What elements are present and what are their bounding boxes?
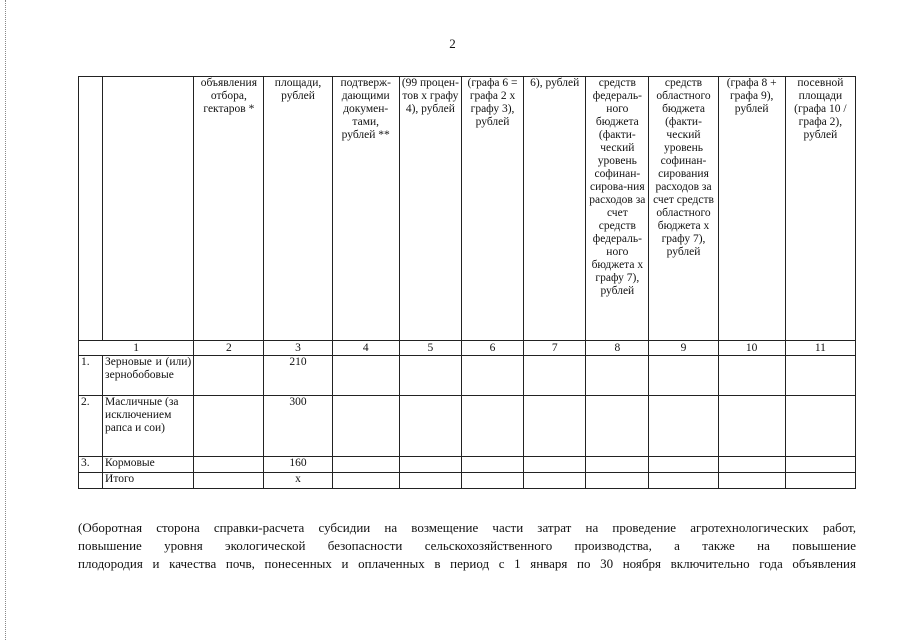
- column-number-row: [79, 341, 856, 356]
- empty-cell: [586, 396, 649, 457]
- total-rate-value: х: [264, 473, 332, 489]
- empty-cell: [524, 356, 586, 396]
- column-number: 3: [264, 341, 332, 356]
- empty-cell: [399, 356, 461, 396]
- empty-cell: [194, 457, 264, 473]
- subsidy-calculation-table: [78, 76, 856, 489]
- header-cell-regional-budget: средств областного бюджета (факти-ческий уровень софинан-сирования расходов за счет средств областного бюджета х графу 7), рублей: [649, 77, 718, 341]
- empty-cell: [718, 473, 785, 489]
- header-cell-total: (графа 8 + графа 9), рублей: [718, 77, 785, 341]
- column-number: 4: [332, 341, 399, 356]
- empty-cell: [332, 457, 399, 473]
- empty-cell: [461, 396, 523, 457]
- empty-cell: [649, 457, 718, 473]
- empty-cell: [524, 473, 586, 489]
- header-cell-confirmed-costs: подтверж-дающими докумен-тами, рублей **: [332, 77, 399, 341]
- empty-cell: [332, 473, 399, 489]
- rate-value: 300: [264, 396, 332, 457]
- column-number: 7: [524, 341, 586, 356]
- column-number: 10: [718, 341, 785, 356]
- crop-name: Зерновые и (или) зернобобовые: [103, 356, 194, 396]
- note-line-3: плодородия и качества почв, понесенных и оплаченных в период с 1 января по 30 ноября включительно года объявления: [78, 556, 856, 571]
- note-line-2: повышение уровня экологической безопасности сельскохозяйственного производства, а также на повышение: [78, 538, 856, 553]
- empty-cell: [399, 457, 461, 473]
- rate-value: 210: [264, 356, 332, 396]
- reverse-side-note: [78, 519, 856, 573]
- header-cell-no: [79, 77, 103, 341]
- empty-cell: [785, 356, 855, 396]
- header-cell-col6: (графа 6 = графа 2 х графу 3), рублей: [461, 77, 523, 341]
- empty-cell: [649, 356, 718, 396]
- empty-cell: [785, 457, 855, 473]
- empty-cell: [785, 473, 855, 489]
- empty-cell: [399, 396, 461, 457]
- empty-cell: [194, 473, 264, 489]
- empty-cell: [332, 356, 399, 396]
- column-number: 11: [785, 341, 855, 356]
- header-cell-col7: 6), рублей: [524, 77, 586, 341]
- empty-cell: [718, 356, 785, 396]
- column-number: 8: [586, 341, 649, 356]
- note-line-1: (Оборотная сторона справки-расчета субсидии на возмещение части затрат на проведение агротехнологических работ,: [78, 520, 856, 535]
- column-number: 6: [461, 341, 523, 356]
- header-cell-99-percent: (99 процен-тов х графу 4), рублей: [399, 77, 461, 341]
- table-header-row: [79, 77, 856, 341]
- table-total-row: [79, 473, 856, 489]
- row-number: 2.: [79, 396, 103, 457]
- empty-cell: [586, 457, 649, 473]
- crop-name: Кормовые: [103, 457, 194, 473]
- empty-cell: [524, 396, 586, 457]
- header-cell-federal-budget: средств федераль-ного бюджета (факти-ческий уровень софинан-сирова-ния расходов за счет средств федераль-ного бюджета х графу 7), рублей: [586, 77, 649, 341]
- header-cell-per-hectare: посевной площади (графа 10 / графа 2), рублей: [785, 77, 855, 341]
- empty-cell: [524, 457, 586, 473]
- column-number: 2: [194, 341, 264, 356]
- empty-cell: [332, 396, 399, 457]
- row-number: [79, 473, 103, 489]
- empty-cell: [718, 396, 785, 457]
- empty-cell: [461, 457, 523, 473]
- header-cell-rate: площади, рублей: [264, 77, 332, 341]
- table-row: [79, 396, 856, 457]
- empty-cell: [461, 473, 523, 489]
- column-number: 1: [79, 341, 194, 356]
- left-margin-dotted-line: [5, 0, 6, 640]
- empty-cell: [586, 473, 649, 489]
- empty-cell: [649, 473, 718, 489]
- empty-cell: [194, 396, 264, 457]
- empty-cell: [649, 396, 718, 457]
- page-number: 2: [449, 36, 456, 51]
- row-number: 1.: [79, 356, 103, 396]
- column-number: 9: [649, 341, 718, 356]
- empty-cell: [718, 457, 785, 473]
- column-number: 5: [399, 341, 461, 356]
- rate-value: 160: [264, 457, 332, 473]
- empty-cell: [785, 396, 855, 457]
- empty-cell: [586, 356, 649, 396]
- crop-name: Масличные (за исключением рапса и сои): [103, 396, 194, 457]
- empty-cell: [194, 356, 264, 396]
- empty-cell: [461, 356, 523, 396]
- total-label: Итого: [103, 473, 194, 489]
- header-cell-area: объявления отбора, гектаров *: [194, 77, 264, 341]
- table-row: [79, 356, 856, 396]
- header-cell-crop: [103, 77, 194, 341]
- table-row: [79, 457, 856, 473]
- empty-cell: [399, 473, 461, 489]
- row-number: 3.: [79, 457, 103, 473]
